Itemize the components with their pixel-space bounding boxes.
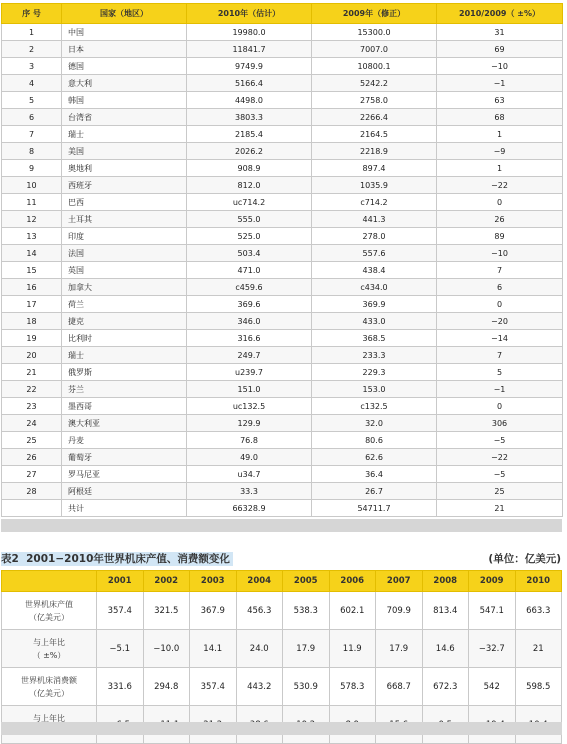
change-cell: 6 <box>437 279 563 296</box>
year-header: 2006 <box>329 571 376 592</box>
table-row <box>2 211 563 228</box>
value-cell: −32.7 <box>469 630 516 668</box>
value-cell: 21 <box>515 630 562 668</box>
value-2010-cell: 525.0 <box>187 228 312 245</box>
table-row <box>2 92 563 109</box>
change-cell: −1 <box>437 381 563 398</box>
change-cell: 21 <box>437 500 563 517</box>
header-country: 国家（地区） <box>62 4 187 24</box>
country-cell: 共计 <box>62 500 187 517</box>
year-header: 2005 <box>283 571 330 592</box>
value-2010-cell: 76.8 <box>187 432 312 449</box>
table2-unit: (单位：亿美元) <box>488 553 561 565</box>
change-cell: 306 <box>437 415 563 432</box>
value-2009-cell: 2218.9 <box>312 143 437 160</box>
table-row <box>2 177 563 194</box>
table2-footer-bar <box>1 722 562 735</box>
change-cell: 7 <box>437 262 563 279</box>
row-label <box>2 592 97 630</box>
country-cell: 澳大利亚 <box>62 415 187 432</box>
country-cell: 日本 <box>62 41 187 58</box>
value-2009-cell: 36.4 <box>312 466 437 483</box>
table-row <box>2 313 563 330</box>
rank-cell: 16 <box>2 279 62 296</box>
rank-cell: 24 <box>2 415 62 432</box>
change-cell: 63 <box>437 92 563 109</box>
value-2009-cell: 2266.4 <box>312 109 437 126</box>
value-2010-cell: 346.0 <box>187 313 312 330</box>
table-row <box>2 466 563 483</box>
table-row <box>2 109 563 126</box>
value-2009-cell: 897.4 <box>312 160 437 177</box>
table-row <box>2 592 562 630</box>
country-cell: 阿根廷 <box>62 483 187 500</box>
value-2009-cell: 441.3 <box>312 211 437 228</box>
value-2009-cell: 80.6 <box>312 432 437 449</box>
header-2009: 2009年（修正） <box>312 4 437 24</box>
value-2010-cell: 908.9 <box>187 160 312 177</box>
value-2009-cell: 153.0 <box>312 381 437 398</box>
table-row <box>2 483 563 500</box>
row-label-line2: （亿美元） <box>29 612 69 622</box>
country-cell: 英国 <box>62 262 187 279</box>
table-row <box>2 41 563 58</box>
rank-cell: 7 <box>2 126 62 143</box>
year-header: 2001 <box>97 571 144 592</box>
table-row <box>2 194 563 211</box>
header-change: 2010/2009（ ±%） <box>437 4 563 24</box>
rank-cell: 23 <box>2 398 62 415</box>
change-cell: −9 <box>437 143 563 160</box>
table-row <box>2 330 563 347</box>
change-cell: −20 <box>437 313 563 330</box>
value-cell: 11.9 <box>329 630 376 668</box>
rank-cell: 8 <box>2 143 62 160</box>
rank-cell: 2 <box>2 41 62 58</box>
rank-cell: 3 <box>2 58 62 75</box>
value-cell: 14.1 <box>190 630 237 668</box>
value-cell: 443.2 <box>236 668 283 706</box>
value-2010-cell: 66328.9 <box>187 500 312 517</box>
change-cell: 26 <box>437 211 563 228</box>
value-2010-cell: 5166.4 <box>187 75 312 92</box>
rank-cell: 11 <box>2 194 62 211</box>
change-cell: 89 <box>437 228 563 245</box>
table-row <box>2 58 563 75</box>
row-label-line1: 与上年比 <box>33 637 65 647</box>
country-cell: 荷兰 <box>62 296 187 313</box>
table-row <box>2 279 563 296</box>
value-2010-cell: 19980.0 <box>187 24 312 41</box>
value-2010-cell: 4498.0 <box>187 92 312 109</box>
change-cell: 0 <box>437 296 563 313</box>
rank-cell: 28 <box>2 483 62 500</box>
table-row <box>2 347 563 364</box>
change-cell: 5 <box>437 364 563 381</box>
country-cell: 葡萄牙 <box>62 449 187 466</box>
value-cell: 663.3 <box>515 592 562 630</box>
value-2009-cell: 10800.1 <box>312 58 437 75</box>
value-cell: 672.3 <box>422 668 469 706</box>
table2-caption-title: 2001−2010年世界机床产值、消费额变化 <box>26 553 230 565</box>
year-header: 2004 <box>236 571 283 592</box>
table-row <box>2 24 563 41</box>
value-2010-cell: 316.6 <box>187 330 312 347</box>
table-row <box>2 432 563 449</box>
country-cell: 巴西 <box>62 194 187 211</box>
rank-cell: 27 <box>2 466 62 483</box>
value-cell: 456.3 <box>236 592 283 630</box>
year-header: 2003 <box>190 571 237 592</box>
rank-cell: 22 <box>2 381 62 398</box>
value-2010-cell: uc714.2 <box>187 194 312 211</box>
rank-cell: 18 <box>2 313 62 330</box>
change-cell: 31 <box>437 24 563 41</box>
value-2010-cell: 129.9 <box>187 415 312 432</box>
value-2009-cell: 7007.0 <box>312 41 437 58</box>
country-cell: 奥地利 <box>62 160 187 177</box>
country-cell: 意大利 <box>62 75 187 92</box>
value-cell: 668.7 <box>376 668 423 706</box>
value-2010-cell: 471.0 <box>187 262 312 279</box>
table-row <box>2 364 563 381</box>
country-cell: 瑞士 <box>62 347 187 364</box>
value-cell: 367.9 <box>190 592 237 630</box>
value-2010-cell: 812.0 <box>187 177 312 194</box>
rank-cell: 14 <box>2 245 62 262</box>
table2-caption <box>1 551 233 567</box>
value-2010-cell: 2185.4 <box>187 126 312 143</box>
value-cell: 578.3 <box>329 668 376 706</box>
row-label-line1: 与上年比 <box>33 713 65 723</box>
value-cell: 14.6 <box>422 630 469 668</box>
rank-cell: 6 <box>2 109 62 126</box>
country-cell: 德国 <box>62 58 187 75</box>
rank-cell: 4 <box>2 75 62 92</box>
change-cell: 25 <box>437 483 563 500</box>
change-cell: −10 <box>437 245 563 262</box>
table-row <box>2 126 563 143</box>
year-header: 2009 <box>469 571 516 592</box>
table-row <box>2 143 563 160</box>
table-row <box>2 245 563 262</box>
country-cell: 台湾省 <box>62 109 187 126</box>
change-cell: 0 <box>437 398 563 415</box>
change-cell: −10 <box>437 58 563 75</box>
row-label-line2: （ ±%） <box>32 650 66 660</box>
country-cell: 芬兰 <box>62 381 187 398</box>
table2-header-row <box>2 571 562 592</box>
rank-cell: 19 <box>2 330 62 347</box>
change-cell: 1 <box>437 160 563 177</box>
value-2009-cell: 229.3 <box>312 364 437 381</box>
table-row <box>2 398 563 415</box>
value-cell: −10.0 <box>143 630 190 668</box>
value-2010-cell: 249.7 <box>187 347 312 364</box>
value-2010-cell: 503.4 <box>187 245 312 262</box>
country-cell: 罗马尼亚 <box>62 466 187 483</box>
rank-cell: 20 <box>2 347 62 364</box>
rank-cell: 21 <box>2 364 62 381</box>
table-row <box>2 415 563 432</box>
value-2010-cell: 151.0 <box>187 381 312 398</box>
value-2009-cell: 278.0 <box>312 228 437 245</box>
value-2009-cell: 369.9 <box>312 296 437 313</box>
header-corner <box>2 571 97 592</box>
value-2010-cell: u34.7 <box>187 466 312 483</box>
row-label <box>2 630 97 668</box>
table1-header-row <box>2 4 563 24</box>
table-row <box>2 75 563 92</box>
change-cell: 68 <box>437 109 563 126</box>
country-cell: 印度 <box>62 228 187 245</box>
value-2010-cell: 555.0 <box>187 211 312 228</box>
year-header: 2007 <box>376 571 423 592</box>
value-cell: 17.9 <box>283 630 330 668</box>
country-cell: 俄罗斯 <box>62 364 187 381</box>
change-cell: 7 <box>437 347 563 364</box>
value-2009-cell: 368.5 <box>312 330 437 347</box>
value-cell: −5.1 <box>97 630 144 668</box>
row-label-line2: （亿美元） <box>29 688 69 698</box>
change-cell: 69 <box>437 41 563 58</box>
table-row <box>2 228 563 245</box>
value-2009-cell: 32.0 <box>312 415 437 432</box>
change-cell: 1 <box>437 126 563 143</box>
row-label-line1: 世界机床产值 <box>25 599 73 609</box>
rank-cell <box>2 500 62 517</box>
value-cell: 17.9 <box>376 630 423 668</box>
change-cell: 0 <box>437 194 563 211</box>
value-2009-cell: 2758.0 <box>312 92 437 109</box>
country-cell: 加拿大 <box>62 279 187 296</box>
country-cell: 西班牙 <box>62 177 187 194</box>
value-2009-cell: 15300.0 <box>312 24 437 41</box>
change-cell: −22 <box>437 177 563 194</box>
value-2009-cell: 433.0 <box>312 313 437 330</box>
value-cell: 24.0 <box>236 630 283 668</box>
table1-footer-bar <box>1 519 562 532</box>
country-cell: 瑞士 <box>62 126 187 143</box>
value-cell: 813.4 <box>422 592 469 630</box>
value-cell: 357.4 <box>97 592 144 630</box>
change-cell: −14 <box>437 330 563 347</box>
table2-caption-prefix: 表2 <box>1 553 19 565</box>
value-2010-cell: uc132.5 <box>187 398 312 415</box>
value-2010-cell: 33.3 <box>187 483 312 500</box>
table-row <box>2 668 562 706</box>
value-2010-cell: 11841.7 <box>187 41 312 58</box>
country-cell: 丹麦 <box>62 432 187 449</box>
country-cell: 比利时 <box>62 330 187 347</box>
table-row <box>2 262 563 279</box>
row-label <box>2 668 97 706</box>
production-ranking-table <box>1 3 563 517</box>
year-header: 2002 <box>143 571 190 592</box>
value-2010-cell: c459.6 <box>187 279 312 296</box>
value-cell: 598.5 <box>515 668 562 706</box>
year-header: 2010 <box>515 571 562 592</box>
country-cell: 法国 <box>62 245 187 262</box>
value-2010-cell: 3803.3 <box>187 109 312 126</box>
value-2010-cell: 2026.2 <box>187 143 312 160</box>
value-cell: 357.4 <box>190 668 237 706</box>
table-row <box>2 381 563 398</box>
rank-cell: 10 <box>2 177 62 194</box>
rank-cell: 5 <box>2 92 62 109</box>
country-cell: 土耳其 <box>62 211 187 228</box>
change-cell: −5 <box>437 466 563 483</box>
header-2010: 2010年（估计） <box>187 4 312 24</box>
rank-cell: 1 <box>2 24 62 41</box>
value-2009-cell: 2164.5 <box>312 126 437 143</box>
rank-cell: 17 <box>2 296 62 313</box>
country-cell: 美国 <box>62 143 187 160</box>
value-2009-cell: 557.6 <box>312 245 437 262</box>
rank-cell: 15 <box>2 262 62 279</box>
value-2009-cell: 1035.9 <box>312 177 437 194</box>
value-cell: 530.9 <box>283 668 330 706</box>
value-2009-cell: 26.7 <box>312 483 437 500</box>
value-2010-cell: 369.6 <box>187 296 312 313</box>
table-row <box>2 630 562 668</box>
table-row <box>2 500 563 517</box>
value-cell: 602.1 <box>329 592 376 630</box>
header-rank: 序 号 <box>2 4 62 24</box>
value-cell: 542 <box>469 668 516 706</box>
change-cell: −5 <box>437 432 563 449</box>
value-2009-cell: 233.3 <box>312 347 437 364</box>
country-cell: 墨西哥 <box>62 398 187 415</box>
value-2009-cell: c714.2 <box>312 194 437 211</box>
year-header: 2008 <box>422 571 469 592</box>
row-label-line1: 世界机床消费额 <box>21 675 77 685</box>
country-cell: 捷克 <box>62 313 187 330</box>
change-cell: −1 <box>437 75 563 92</box>
value-2009-cell: c434.0 <box>312 279 437 296</box>
rank-cell: 12 <box>2 211 62 228</box>
value-cell: 709.9 <box>376 592 423 630</box>
rank-cell: 25 <box>2 432 62 449</box>
world-machine-tool-table <box>1 570 562 744</box>
value-cell: 331.6 <box>97 668 144 706</box>
rank-cell: 13 <box>2 228 62 245</box>
table-row <box>2 449 563 466</box>
rank-cell: 9 <box>2 160 62 177</box>
table-row <box>2 160 563 177</box>
rank-cell: 26 <box>2 449 62 466</box>
value-2009-cell: 54711.7 <box>312 500 437 517</box>
value-cell: 538.3 <box>283 592 330 630</box>
value-cell: 321.5 <box>143 592 190 630</box>
value-2010-cell: 9749.9 <box>187 58 312 75</box>
value-cell: 547.1 <box>469 592 516 630</box>
change-cell: −22 <box>437 449 563 466</box>
table-row <box>2 296 563 313</box>
country-cell: 中国 <box>62 24 187 41</box>
value-2009-cell: 438.4 <box>312 262 437 279</box>
country-cell: 韩国 <box>62 92 187 109</box>
value-2010-cell: 49.0 <box>187 449 312 466</box>
value-cell: 294.8 <box>143 668 190 706</box>
value-2010-cell: u239.7 <box>187 364 312 381</box>
value-2009-cell: 62.6 <box>312 449 437 466</box>
value-2009-cell: c132.5 <box>312 398 437 415</box>
value-2009-cell: 5242.2 <box>312 75 437 92</box>
